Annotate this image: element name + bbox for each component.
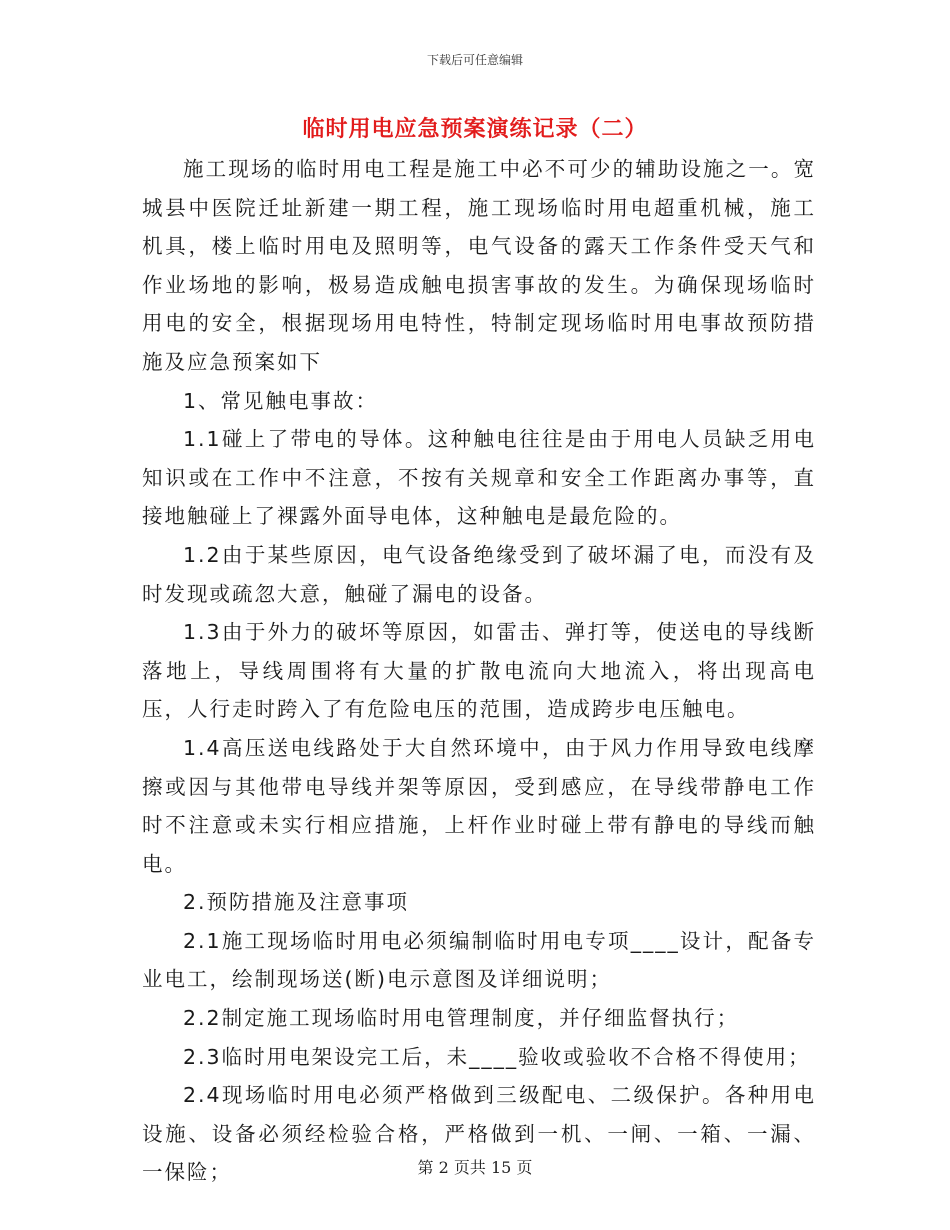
paragraph-2-3: 2.3临时用电架设完工后，未____验收或验收不合格不得使用； [183, 1044, 811, 1069]
paragraph-2-4: 2.4现场临时用电必须严格做到三级配电、二级保护。各种用电设施、设备必须经检验合格，严格做到一机、一闸、一箱、一漏、一保险； [142, 1083, 816, 1185]
page-header: 下载后可任意编辑 [426, 53, 523, 67]
paragraph-1-4: 1.4高压送电线路处于大自然环境中，由于风力作用导致电线摩擦或因与其他带电导线并架等原因，受到感应，在导线带静电工作时不注意或未实行相应措施，上杆作业时碰上带有静电的导线而触电。 [142, 735, 816, 876]
document-body [142, 150, 816, 1192]
section-heading-2: 2.预防措施及注意事项 [183, 890, 410, 915]
paragraph-1-1: 1.1碰上了带电的导体。这种触电往往是由于用电人员缺乏用电知识或在工作中不注意，不按有关规章和安全工作距离办事等，直接地触碰上了裸露外面导电体，这种触电是最危险的。 [142, 427, 816, 529]
paragraph-1-2: 1.2由于某些原因，电气设备绝缘受到了破坏漏了电，而没有及时发现或疏忽大意，触碰了漏电的设备。 [142, 542, 816, 606]
paragraph-1-3: 1.3由于外力的破坏等原因，如雷击、弹打等，使送电的导线断落地上，导线周围将有大量的扩散电流向大地流入，将出现高电压，人行走时跨入了有危险电压的范围，造成跨步电压触电。 [142, 620, 816, 722]
paragraph-2-1: 2.1施工现场临时用电必须编制临时用电专项____设计，配备专业电工，绘制现场送(断)电示意图及详细说明； [142, 928, 816, 992]
page-footer: 第 2 页共 15 页 [417, 1158, 533, 1177]
paragraph-2-2: 2.2制定施工现场临时用电管理制度，并仔细监督执行； [183, 1006, 740, 1031]
paragraph-intro: 施工现场的临时用电工程是施工中必不可少的辅助设施之一。宽城县中医院迁址新建一期工程，施工现场临时用电超重机械，施工机具，楼上临时用电及照明等，电气设备的露天工作条件受天气和作业场地的影响，极易造成触电损害事故的发生。为确保现场临时用电的安全，根据现场用电特性，特制定现场临时用电事故预防措施及应急预案如下 [142, 157, 816, 374]
document-title: 临时用电应急预案演练记录（二） [302, 117, 648, 142]
section-heading-1: 1、常见触电事故： [183, 388, 379, 413]
